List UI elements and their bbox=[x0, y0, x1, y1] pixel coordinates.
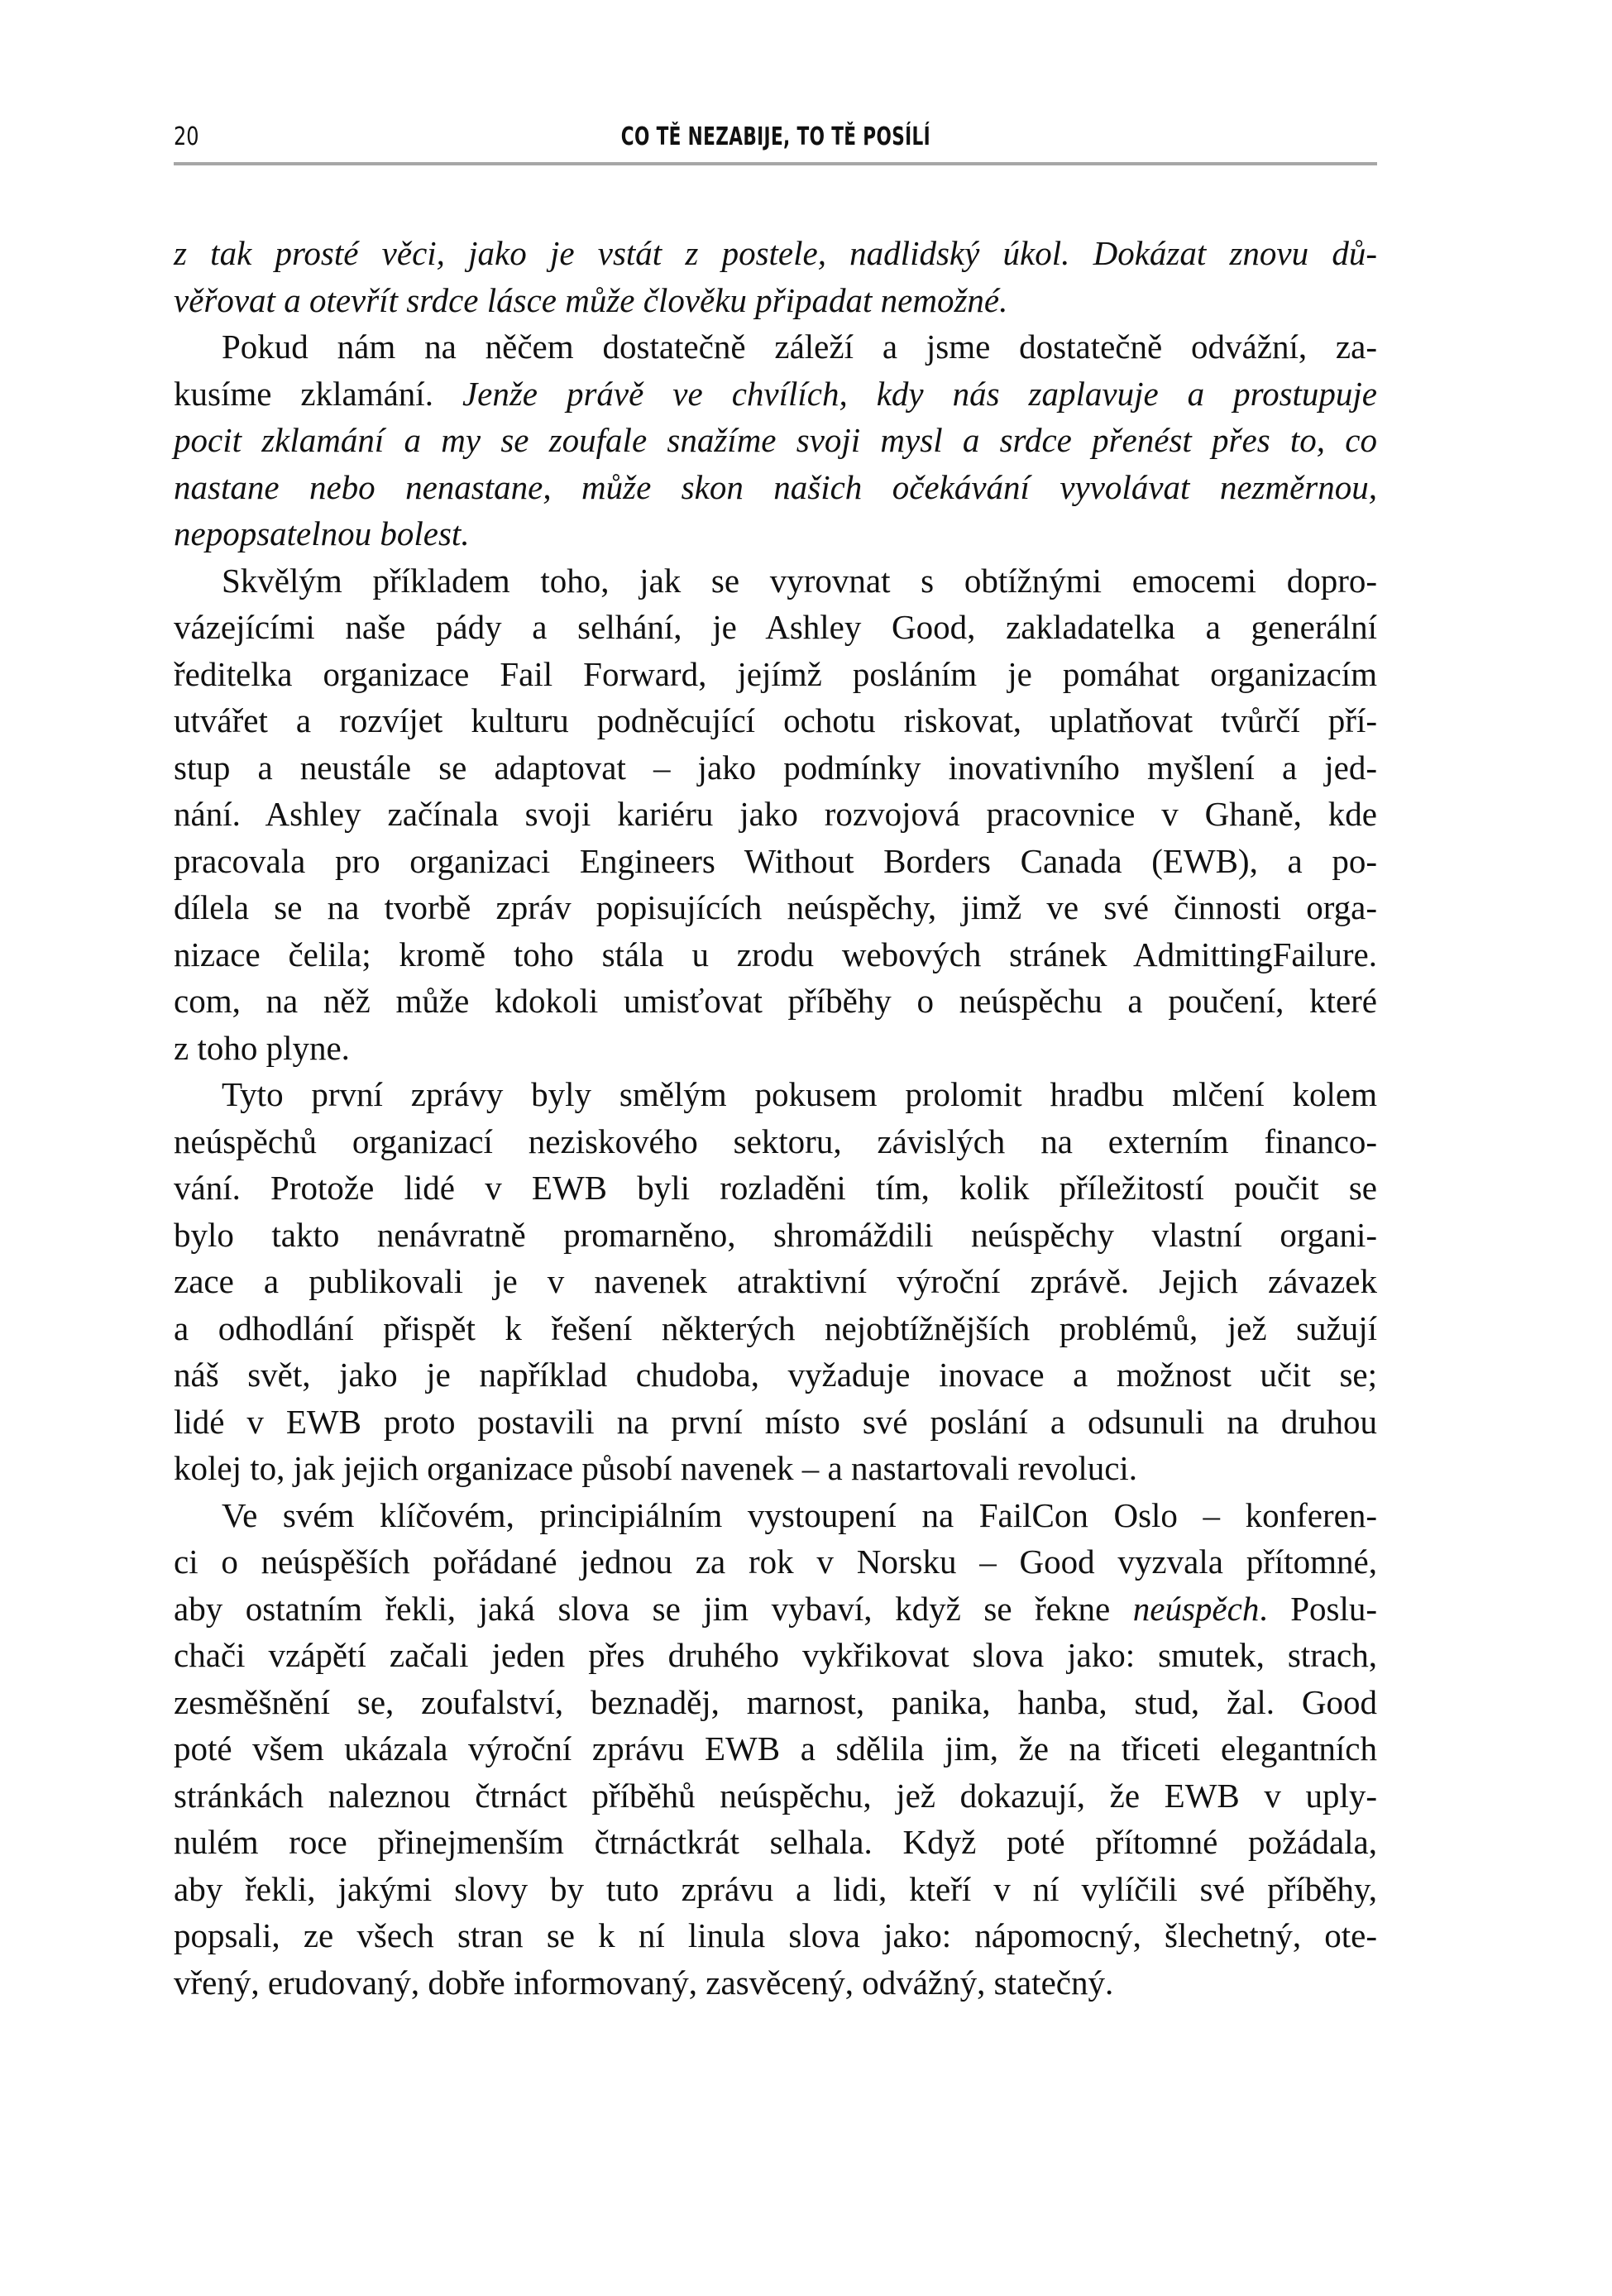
text-line bbox=[174, 1912, 1377, 1959]
text-line bbox=[174, 1725, 1377, 1772]
text-line bbox=[174, 1492, 1377, 1539]
paragraph bbox=[174, 230, 1377, 323]
text-run: ředitelka organizace Fail Forward, jejímž posláním je pomáhat organizacím bbox=[174, 654, 1377, 693]
text-run: náš svět, jako je například chudoba, vyžaduje inovace a možnost učit se; bbox=[174, 1356, 1377, 1394]
text-run: ci o neúspěších pořádané jednou za rok v Norsku – Good vyzvala přítomné, bbox=[174, 1543, 1377, 1581]
text-run: kusíme zklamání. bbox=[174, 374, 462, 413]
paragraph bbox=[174, 1071, 1377, 1492]
running-head bbox=[174, 122, 1377, 164]
text-line bbox=[174, 510, 1377, 557]
header-rule bbox=[174, 162, 1377, 165]
text-run: z toho plyne. bbox=[174, 1028, 350, 1067]
text-line bbox=[174, 1959, 1377, 2007]
text-run: Skvělým příkladem toho, jak se vyrovnat s obtížnými emocemi dopro- bbox=[222, 561, 1377, 600]
text-line bbox=[174, 371, 1377, 418]
text-run: Tyto první zprávy byly smělým pokusem prolomit hradbu mlčení kolem bbox=[222, 1075, 1377, 1113]
text-run: aby ostatním řekli, jaká slova se jim vybaví, když se řekne bbox=[174, 1589, 1133, 1628]
text-line bbox=[174, 464, 1377, 511]
text-line bbox=[174, 557, 1377, 605]
text-line bbox=[174, 1025, 1377, 1072]
text-line bbox=[174, 1632, 1377, 1679]
text-line bbox=[174, 323, 1377, 371]
text-line bbox=[174, 1305, 1377, 1352]
text-line bbox=[174, 417, 1377, 464]
text-run: com, na něž může kdokoli umisťovat příběhy o neúspěchu a poučení, které bbox=[174, 982, 1377, 1020]
text-run: pracovala pro organizaci Engineers Without Borders Canada (EWB), a po- bbox=[174, 841, 1377, 880]
text-line bbox=[174, 1165, 1377, 1212]
text-line bbox=[174, 1399, 1377, 1446]
text-line bbox=[174, 1538, 1377, 1586]
text-line bbox=[174, 931, 1377, 978]
paragraph bbox=[174, 1492, 1377, 2007]
text-line bbox=[174, 884, 1377, 931]
text-run: . Poslu- bbox=[1259, 1589, 1377, 1628]
text-run: poté všem ukázala výroční zprávu EWB a sdělila jim, že na třiceti elegantních bbox=[174, 1729, 1377, 1767]
text-line bbox=[174, 604, 1377, 651]
text-run: chači vzápětí začali jeden přes druhého vykřikovat slova jako: smutek, strach, bbox=[174, 1636, 1377, 1674]
text-line bbox=[174, 697, 1377, 744]
text-run: stup a neustále se adaptovat – jako podmínky inovativního myšlení a jed- bbox=[174, 748, 1377, 787]
text-run: aby řekli, jakými slovy by tuto zprávu a lidi, kteří v ní vylíčili své příběhy, bbox=[174, 1869, 1377, 1908]
text-run: vřený, erudovaný, dobře informovaný, zasvěcený, odvážný, statečný. bbox=[174, 1963, 1114, 2002]
text-line bbox=[174, 1445, 1377, 1492]
text-run: popsali, ze všech stran se k ní linula slova jako: nápomocný, šlechetný, ote- bbox=[174, 1916, 1377, 1954]
text-line bbox=[174, 978, 1377, 1025]
text-line bbox=[174, 1586, 1377, 1633]
text-run: lidé v EWB proto postavili na první místo své poslání a odsunuli na druhou bbox=[174, 1402, 1377, 1441]
paragraph bbox=[174, 557, 1377, 1072]
text-line bbox=[174, 1819, 1377, 1866]
text-run: Pokud nám na něčem dostatečně záleží a jsme dostatečně odvážní, za- bbox=[222, 328, 1377, 366]
text-run: Ve svém klíčovém, principiálním vystoupení na FailCon Oslo – konferen- bbox=[222, 1495, 1377, 1534]
paragraph bbox=[174, 323, 1377, 557]
text-line bbox=[174, 1679, 1377, 1726]
text-run: utvářet a rozvíjet kulturu podněcující ochotu riskovat, uplatňovat tvůrčí pří- bbox=[174, 701, 1377, 739]
text-run: vázejícími naše pády a selhání, je Ashley Good, zakladatelka a generální bbox=[174, 608, 1377, 646]
text-run: kolej to, jak jejich organizace působí navenek – a nastartovali revoluci. bbox=[174, 1449, 1138, 1487]
text-line bbox=[174, 1212, 1377, 1259]
italic-text: z tak prosté věci, jako je vstát z postele, nadlidský úkol. Dokázat znovu dů- bbox=[174, 234, 1377, 272]
text-line bbox=[174, 791, 1377, 838]
body-text bbox=[174, 230, 1377, 2006]
text-line bbox=[174, 1071, 1377, 1118]
text-line bbox=[174, 744, 1377, 792]
text-line bbox=[174, 1118, 1377, 1165]
running-title-text: CO TĚ NEZABIJE, TO TĚ POSÍLÍ bbox=[620, 122, 930, 151]
text-run: nání. Ashley začínala svoji kariéru jako rozvojová pracovnice v Ghaně, kde bbox=[174, 795, 1377, 833]
text-line bbox=[174, 1351, 1377, 1399]
text-line bbox=[174, 1772, 1377, 1820]
text-run: dílela se na tvorbě zpráv popisujících neúspěchy, jimž ve své činnosti orga- bbox=[174, 888, 1377, 926]
text-line bbox=[174, 1258, 1377, 1305]
text-run: nizace čelila; kromě toho stála u zrodu webových stránek AdmittingFailure. bbox=[174, 935, 1377, 973]
text-line bbox=[174, 1866, 1377, 1913]
text-run: zesměšnění se, zoufalství, beznaděj, marnost, panika, hanba, stud, žal. Good bbox=[174, 1682, 1377, 1721]
italic-text: neúspěch bbox=[1132, 1589, 1260, 1628]
text-run: nulém roce přinejmenším čtrnáctkrát selhala. Když poté přítomné požádala, bbox=[174, 1823, 1377, 1861]
page-number: 20 bbox=[174, 122, 199, 151]
italic-text: nepopsatelnou bolest. bbox=[174, 514, 470, 552]
text-line bbox=[174, 230, 1377, 277]
text-run: zace a publikovali je v navenek atraktivní výroční zprávě. Jejich závazek bbox=[174, 1262, 1377, 1300]
italic-text: nastane nebo nenastane, může skon našich očekávání vyvolávat nezměrnou, bbox=[174, 467, 1377, 506]
text-line bbox=[174, 838, 1377, 885]
italic-text: pocit zklamání a my se zoufale snažíme svoji mysl a srdce přenést přes to, co bbox=[174, 421, 1377, 459]
text-run: bylo takto nenávratně promarněno, shromáždili neúspěchy vlastní organi- bbox=[174, 1215, 1377, 1254]
text-run: vání. Protože lidé v EWB byli rozladěni tím, kolik příležitostí poučit se bbox=[174, 1169, 1377, 1207]
running-title bbox=[174, 122, 1377, 151]
italic-text: věřovat a otevřít srdce lásce může člověku připadat nemožné. bbox=[174, 280, 1008, 319]
text-run: stránkách naleznou čtrnáct příběhů neúspěchu, jež dokazují, že EWB v uply- bbox=[174, 1776, 1377, 1815]
text-line bbox=[174, 651, 1377, 698]
text-line bbox=[174, 277, 1377, 324]
text-run: a odhodlání přispět k řešení některých nejobtížnějších problémů, jež sužují bbox=[174, 1308, 1377, 1347]
text-run: neúspěchů organizací neziskového sektoru, závislých na externím financo- bbox=[174, 1122, 1377, 1160]
italic-text: Jenže právě ve chvílích, kdy nás zaplavuje a prostupuje bbox=[462, 374, 1378, 413]
